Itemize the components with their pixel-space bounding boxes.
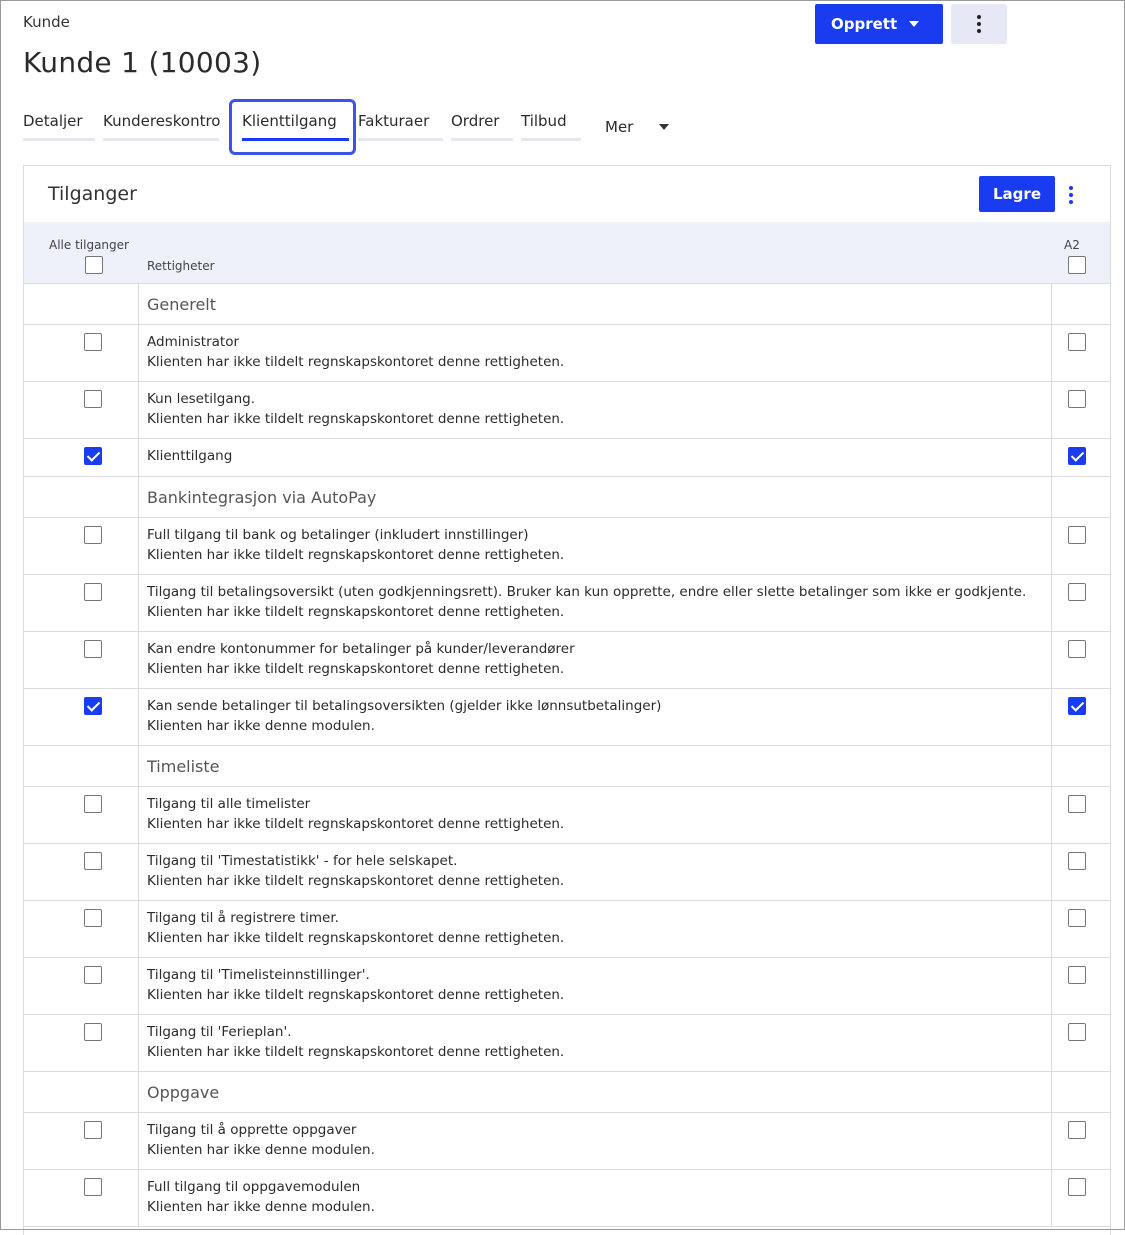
a2-permission-checkbox[interactable] — [1068, 852, 1086, 870]
permission-checkbox[interactable] — [84, 583, 102, 601]
table-header — [24, 222, 1110, 284]
column-divider — [138, 689, 139, 745]
tab-klienttilgang[interactable] — [242, 104, 349, 141]
permission-status: Klienten har ikke tildelt regnskapskontoret denne rettigheten. — [147, 604, 565, 620]
tab-detaljer[interactable] — [23, 104, 95, 141]
permission-status: Klienten har ikke tildelt regnskapskontoret denne rettigheten. — [147, 411, 565, 427]
tab-mer[interactable] — [605, 104, 685, 141]
column-divider — [138, 325, 139, 381]
permission-checkbox[interactable] — [84, 966, 102, 984]
permission-checkbox[interactable] — [84, 852, 102, 870]
column-header-a2: A2 — [1064, 238, 1080, 252]
column-divider — [1051, 1170, 1052, 1226]
column-divider — [1051, 958, 1052, 1014]
column-divider — [138, 746, 139, 786]
group-title: Timeliste — [147, 757, 220, 776]
group-header-row — [24, 477, 1110, 518]
permission-title: Full tilgang til oppgavemodulen — [147, 1179, 361, 1195]
group-header-row — [24, 1072, 1110, 1113]
permission-row — [24, 325, 1110, 382]
permission-row — [24, 958, 1110, 1015]
permission-title: Kan endre kontonummer for betalinger på kunder/leverandører — [147, 641, 575, 657]
tab-kundereskontro[interactable] — [103, 104, 219, 141]
permission-checkbox[interactable] — [84, 640, 102, 658]
permission-row — [24, 844, 1110, 901]
permission-status: Klienten har ikke tildelt regnskapskontoret denne rettigheten. — [147, 930, 565, 946]
chevron-down-icon[interactable] — [909, 21, 919, 27]
column-divider — [138, 787, 139, 843]
column-divider — [138, 1072, 139, 1112]
permission-row — [24, 632, 1110, 689]
a2-permission-checkbox[interactable] — [1068, 697, 1086, 715]
a2-permission-checkbox[interactable] — [1068, 583, 1086, 601]
column-divider — [138, 382, 139, 438]
select-all-checkbox[interactable] — [85, 256, 103, 274]
a2-permission-checkbox[interactable] — [1068, 966, 1086, 984]
permission-title: Tilgang til 'Ferieplan'. — [147, 1024, 292, 1040]
tab-fakturaer[interactable] — [358, 104, 443, 141]
permissions-card — [23, 165, 1111, 1235]
column-divider — [138, 632, 139, 688]
permission-status: Klienten har ikke tildelt regnskapskontoret denne rettigheten. — [147, 1044, 565, 1060]
a2-all-checkbox[interactable] — [1068, 256, 1086, 274]
create-button-label: Opprett — [831, 15, 898, 33]
create-button[interactable] — [815, 4, 943, 44]
column-divider — [1051, 632, 1052, 688]
permission-row — [24, 518, 1110, 575]
a2-permission-checkbox[interactable] — [1068, 1121, 1086, 1139]
kebab-vertical-icon — [1069, 186, 1073, 204]
column-divider — [1051, 325, 1052, 381]
permission-status: Klienten har ikke tildelt regnskapskontoret denne rettigheten. — [147, 354, 565, 370]
a2-permission-checkbox[interactable] — [1068, 640, 1086, 658]
column-divider — [138, 1113, 139, 1169]
permission-title: Klienttilgang — [147, 448, 233, 464]
permission-checkbox[interactable] — [84, 526, 102, 544]
permission-row — [24, 1015, 1110, 1072]
column-divider — [138, 844, 139, 900]
permission-title: Tilgang til 'Timelisteinnstillinger'. — [147, 967, 370, 983]
permission-checkbox[interactable] — [84, 333, 102, 351]
permission-checkbox[interactable] — [84, 1178, 102, 1196]
column-divider — [1051, 689, 1052, 745]
permission-title: Tilgang til betalingsoversikt (uten godkjenningsrett). Bruker kan kun opprette, endre eller slette betalinger som ikke er godkjente. — [147, 584, 1027, 600]
column-divider — [138, 958, 139, 1014]
permission-checkbox[interactable] — [84, 447, 102, 465]
tab-label: Tilbud — [521, 112, 567, 130]
permission-status: Klienten har ikke tildelt regnskapskontoret denne rettigheten. — [147, 987, 565, 1003]
tab-ordrer[interactable] — [451, 104, 513, 141]
permission-status: Klienten har ikke tildelt regnskapskontoret denne rettigheten. — [147, 547, 565, 563]
column-divider — [1051, 1113, 1052, 1169]
permission-title: Full tilgang til bank og betalinger (inkludert innstillinger) — [147, 527, 529, 543]
group-title: Bankintegrasjon via AutoPay — [147, 488, 377, 507]
tab-label: Ordrer — [451, 112, 500, 130]
permissions-table-body — [24, 284, 1110, 1227]
permission-title: Tilgang til 'Timestatistikk' - for hele selskapet. — [147, 853, 458, 869]
permission-status: Klienten har ikke denne modulen. — [147, 718, 375, 734]
permission-title: Administrator — [147, 334, 240, 350]
a2-permission-checkbox[interactable] — [1068, 795, 1086, 813]
a2-permission-checkbox[interactable] — [1068, 333, 1086, 351]
card-title: Tilganger — [48, 183, 137, 205]
column-divider — [138, 439, 139, 476]
column-divider — [1051, 844, 1052, 900]
page-title: Kunde 1 (10003) — [23, 46, 262, 79]
column-divider — [138, 901, 139, 957]
column-divider — [138, 518, 139, 574]
permission-row — [24, 1113, 1110, 1170]
permission-row — [24, 575, 1110, 632]
tab-label: Detaljer — [23, 112, 83, 130]
permission-row — [24, 439, 1110, 477]
permission-row — [24, 901, 1110, 958]
save-button[interactable]: Lagre — [979, 176, 1055, 212]
permission-title: Kun lesetilgang. — [147, 391, 256, 407]
tab-label: Fakturaer — [358, 112, 430, 130]
column-header-all: Alle tilganger — [49, 238, 129, 252]
group-title: Oppgave — [147, 1083, 220, 1102]
group-title: Generelt — [147, 295, 217, 314]
permission-title: Tilgang til alle timelister — [147, 796, 311, 812]
tab-label: Kundereskontro — [103, 112, 221, 130]
column-divider — [1051, 746, 1052, 786]
permission-checkbox[interactable] — [84, 795, 102, 813]
permission-row — [24, 689, 1110, 746]
permission-title: Kan sende betalinger til betalingsoversikten (gjelder ikke lønnsutbetalinger) — [147, 698, 662, 714]
column-divider — [138, 284, 139, 324]
permission-checkbox[interactable] — [84, 909, 102, 927]
a2-permission-checkbox[interactable] — [1068, 447, 1086, 465]
permission-status: Klienten har ikke tildelt regnskapskontoret denne rettigheten. — [147, 661, 565, 677]
column-divider — [138, 477, 139, 517]
permission-checkbox[interactable] — [84, 1023, 102, 1041]
permission-row — [24, 382, 1110, 439]
permission-title: Tilgang til å opprette oppgaver — [147, 1122, 357, 1138]
column-divider — [1051, 382, 1052, 438]
tab-tilbud[interactable] — [521, 104, 581, 141]
permission-status: Klienten har ikke tildelt regnskapskontoret denne rettigheten. — [147, 873, 565, 889]
column-divider — [1051, 477, 1052, 517]
caret-down-icon — [659, 124, 669, 130]
permission-checkbox[interactable] — [84, 1121, 102, 1139]
permission-title: Tilgang til å registrere timer. — [147, 910, 339, 926]
permission-row — [24, 1170, 1110, 1227]
column-divider — [1051, 901, 1052, 957]
permission-status: Klienten har ikke denne modulen. — [147, 1142, 375, 1158]
a2-permission-checkbox[interactable] — [1068, 390, 1086, 408]
group-header-row — [24, 284, 1110, 325]
column-divider — [1051, 439, 1052, 476]
column-divider — [138, 575, 139, 631]
more-actions-button[interactable] — [951, 4, 1007, 44]
permission-checkbox[interactable] — [84, 390, 102, 408]
permission-status: Klienten har ikke tildelt regnskapskontoret denne rettigheten. — [147, 816, 565, 832]
group-header-row — [24, 746, 1110, 787]
column-divider — [1051, 575, 1052, 631]
column-divider — [1051, 518, 1052, 574]
tab-label: Mer — [605, 117, 634, 136]
a2-permission-checkbox[interactable] — [1068, 909, 1086, 927]
column-divider — [1051, 787, 1052, 843]
card-menu-button[interactable] — [1064, 184, 1078, 206]
permission-status: Klienten har ikke denne modulen. — [147, 1199, 375, 1215]
a2-permission-checkbox[interactable] — [1068, 1023, 1086, 1041]
permission-row — [24, 787, 1110, 844]
permission-checkbox[interactable] — [84, 697, 102, 715]
column-divider — [1051, 284, 1052, 324]
a2-permission-checkbox[interactable] — [1068, 526, 1086, 544]
tab-label: Klienttilgang — [242, 112, 337, 130]
column-divider — [1051, 1072, 1052, 1112]
column-divider — [1051, 1015, 1052, 1071]
column-divider — [138, 1170, 139, 1226]
kebab-vertical-icon — [977, 15, 981, 33]
column-header-rights: Rettigheter — [147, 259, 215, 273]
breadcrumb[interactable]: Kunde — [23, 13, 70, 31]
a2-permission-checkbox[interactable] — [1068, 1178, 1086, 1196]
column-divider — [138, 1015, 139, 1071]
